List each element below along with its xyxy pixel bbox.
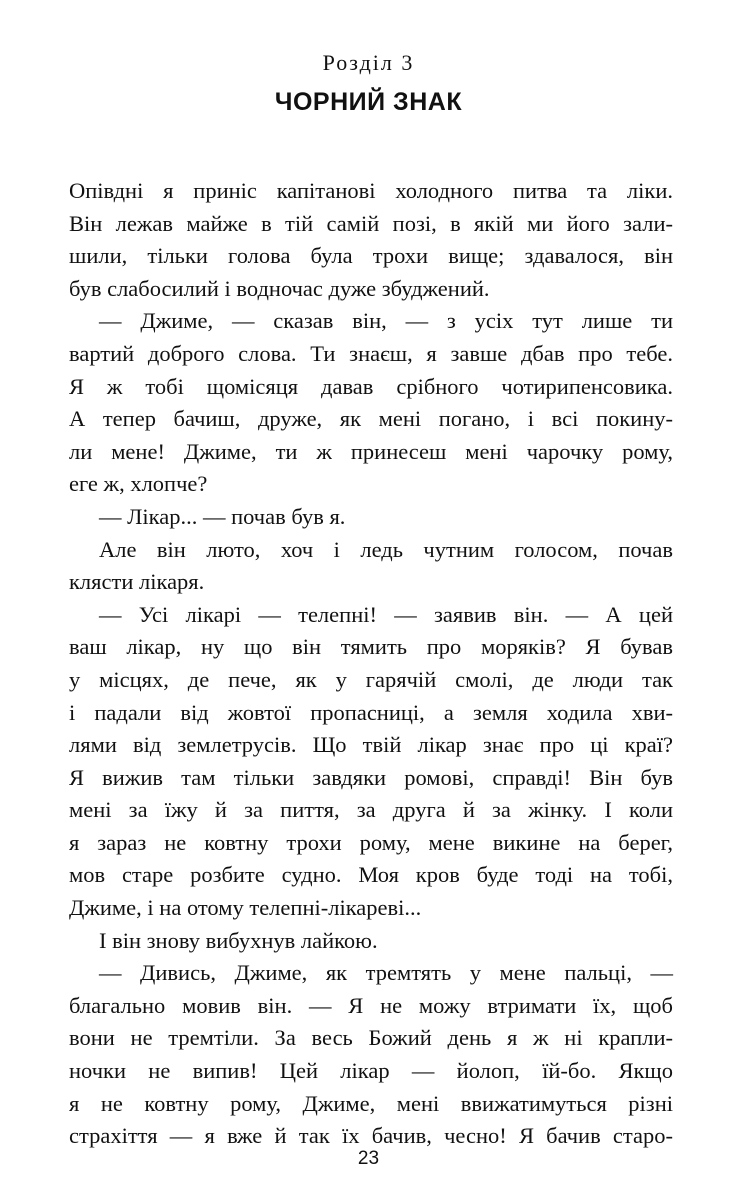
text-line: мов старе розбите судно. Моя кров буде тоді на тобі, <box>69 862 673 888</box>
text-line: А тепер бачиш, друже, як мені погано, і всі покину- <box>69 406 673 432</box>
text-line: вони не тремтіли. За весь Божий день я ж ні крапли- <box>69 1025 673 1051</box>
text-line: і падали від жовтої пропасниці, а земля ходила хви- <box>69 699 673 725</box>
text-line: — Лікар... — почав був я. <box>99 503 346 529</box>
text-line: Опівдні я приніс капітанові холодного питва та ліки. <box>69 178 673 203</box>
text-line: Але він люто, хоч і ледь чутним голосом, почав <box>99 536 673 562</box>
text-line: був слабосилий і водночас дуже збуджений. <box>69 275 490 301</box>
text-line: Я вижив там тільки завдяки ромові, справді! Він був <box>69 764 673 790</box>
text-line: ли мене! Джиме, ти ж принесеш мені чарочку рому, <box>69 438 673 464</box>
text-line: ваш лікар, ну що він тямить про моряків? Я бував <box>69 634 673 660</box>
text-line: лями від землетрусів. Що твій лікар знає про ці краї? <box>69 732 673 758</box>
body-text <box>69 175 673 1153</box>
text-line: я не ковтну рому, Джиме, мені ввижатимуться різні <box>69 1090 673 1116</box>
text-line: страхіття — я вже й так їх бачив, чесно! Я бачив старо- <box>69 1123 673 1149</box>
text-line: еге ж, хлопче? <box>69 471 208 497</box>
text-line: Джиме, і на отому телепні-лікареві... <box>69 895 422 921</box>
chapter-number: Розділ 3 <box>322 50 415 75</box>
text-line: — Дивись, Джиме, як тремтять у мене пальці, — <box>99 960 673 986</box>
text-line: Він лежав майже в тій самій позі, в якій ми його зали- <box>69 210 673 236</box>
text-line: вартий доброго слова. Ти знаєш, я завше дбав про тебе. <box>69 340 673 366</box>
text-line: шили, тільки голова була трохи вище; здавалося, він <box>69 243 673 269</box>
text-line: мені за їжу й за пиття, за друга й за жінку. І коли <box>69 797 673 823</box>
text-line: ночки не випив! Цей лікар — йолоп, їй-бо. Якщо <box>69 1058 673 1084</box>
text-line: І він знову вибухнув лайкою. <box>99 927 378 953</box>
text-line: клясти лікаря. <box>69 569 205 595</box>
chapter-title: ЧОРНИЙ ЗНАК <box>274 88 463 116</box>
text-line: — Джиме, — сказав він, — з усіх тут лише ти <box>99 308 673 334</box>
text-line: — Усі лікарі — телепні! — заявив він. — А цей <box>99 601 673 627</box>
page-number: 23 <box>357 1148 380 1169</box>
text-line: у місцях, де пече, як у гарячій смолі, де люди так <box>69 666 673 692</box>
text-line: Я ж тобі щомісяця давав срібного чотирипенсовика. <box>69 373 673 399</box>
text-line: я зараз не ковтну трохи рому, мене викине на берег, <box>69 829 673 855</box>
text-line: благально мовив він. — Я не можу втримати їх, щоб <box>69 992 673 1018</box>
